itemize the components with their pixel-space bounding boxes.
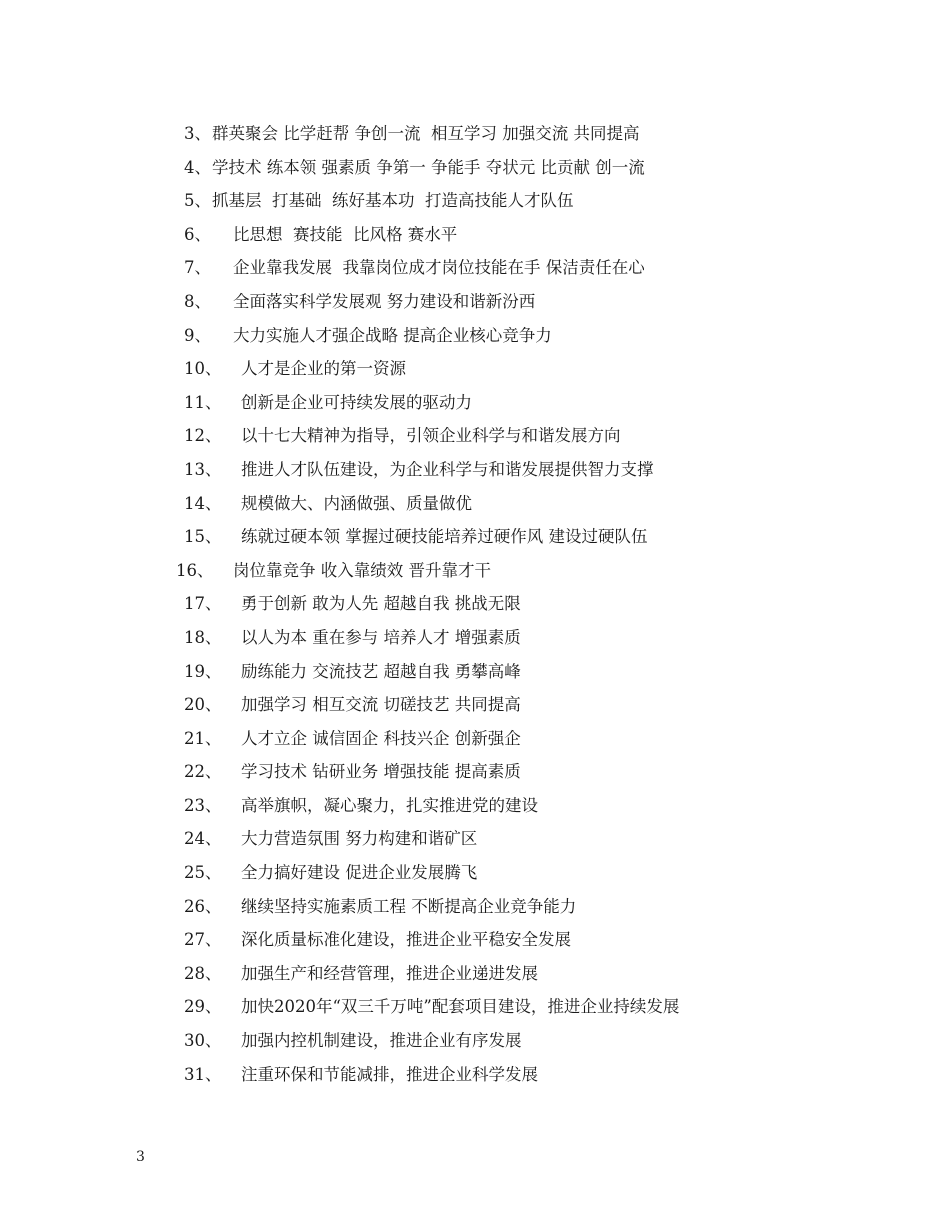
item-text: 岗位靠竞争 收入靠绩效 晋升靠才干 <box>233 560 491 580</box>
item-number: 4、 <box>184 157 211 177</box>
item-text: 加快2020年“双三千万吨”配套项目建设，推进企业持续发展 <box>241 997 680 1017</box>
item-text: 企业靠我发展 我靠岗位成才岗位技能在手 保洁责任在心 <box>233 258 645 278</box>
list-item <box>0 151 950 185</box>
item-text: 深化质量标准化建设，推进企业平稳安全发展 <box>241 930 571 950</box>
page-number: 3 <box>136 1149 145 1165</box>
list-item <box>0 184 950 218</box>
list-item <box>0 386 950 420</box>
item-text: 大力实施人才强企战略 提高企业核心竞争力 <box>233 325 552 345</box>
list-item <box>0 621 950 655</box>
list-item <box>0 957 950 991</box>
item-number: 14、 <box>184 493 222 513</box>
list-item <box>0 251 950 285</box>
list-item <box>0 722 950 756</box>
list-item <box>0 990 950 1024</box>
item-number: 12、 <box>184 426 222 446</box>
item-number: 10、 <box>184 359 222 379</box>
item-text: 高举旗帜，凝心聚力，扎实推进党的建设 <box>241 795 538 815</box>
list-item <box>0 117 950 151</box>
item-number: 29、 <box>184 997 222 1017</box>
item-text: 比思想 赛技能 比风格 赛水平 <box>233 224 458 244</box>
list-item <box>0 655 950 689</box>
item-text: 加强学习 相互交流 切磋技艺 共同提高 <box>241 695 521 715</box>
item-number: 24、 <box>184 829 222 849</box>
list-item <box>0 856 950 890</box>
item-text: 大力营造氛围 努力构建和谐矿区 <box>241 829 478 849</box>
item-text: 全力搞好建设 促进企业发展腾飞 <box>241 863 478 883</box>
list-item <box>0 822 950 856</box>
list-item <box>0 285 950 319</box>
list-item <box>0 554 950 588</box>
list-item <box>0 218 950 252</box>
item-number: 13、 <box>184 459 222 479</box>
item-number: 16、 <box>176 560 214 580</box>
item-text: 抓基层 打基础 练好基本功 打造高技能人才队伍 <box>212 191 574 211</box>
list-item <box>0 1058 950 1092</box>
item-number: 25、 <box>184 863 222 883</box>
item-number: 23、 <box>184 795 222 815</box>
item-text: 学技术 练本领 强素质 争第一 争能手 夺状元 比贡献 创一流 <box>212 157 645 177</box>
item-number: 30、 <box>184 1031 222 1051</box>
list-item <box>0 487 950 521</box>
item-text: 推进人才队伍建设，为企业科学与和谐发展提供智力支撑 <box>241 459 654 479</box>
item-text: 全面落实科学发展观 努力建设和谐新汾西 <box>233 291 536 311</box>
item-number: 15、 <box>184 527 222 547</box>
item-text: 励练能力 交流技艺 超越自我 勇攀高峰 <box>241 661 521 681</box>
item-number: 5、 <box>184 191 211 211</box>
list-item <box>0 789 950 823</box>
item-text: 人才立企 诚信固企 科技兴企 创新强企 <box>241 728 521 748</box>
item-number: 26、 <box>184 896 222 916</box>
list-item <box>0 587 950 621</box>
item-number: 11、 <box>184 392 222 412</box>
item-number: 21、 <box>184 728 222 748</box>
list-item <box>0 923 950 957</box>
item-text: 学习技术 钻研业务 增强技能 提高素质 <box>241 762 521 782</box>
item-text: 勇于创新 敢为人先 超越自我 挑战无限 <box>241 594 521 614</box>
list-item <box>0 419 950 453</box>
item-text: 以十七大精神为指导，引领企业科学与和谐发展方向 <box>241 426 621 446</box>
item-number: 8、 <box>184 291 211 311</box>
item-number: 31、 <box>184 1064 222 1084</box>
item-number: 7、 <box>184 258 211 278</box>
item-text: 群英聚会 比学赶帮 争创一流 相互学习 加强交流 共同提高 <box>212 124 640 143</box>
list-item <box>0 688 950 722</box>
item-number: 20、 <box>184 695 222 715</box>
item-text: 继续坚持实施素质工程 不断提高企业竞争能力 <box>241 896 577 916</box>
item-text: 创新是企业可持续发展的驱动力 <box>241 392 472 412</box>
item-text: 注重环保和节能减排，推进企业科学发展 <box>241 1064 538 1084</box>
list-item <box>0 520 950 554</box>
item-text: 加强内控机制建设，推进企业有序发展 <box>241 1031 522 1051</box>
list-item <box>0 755 950 789</box>
list-item <box>0 352 950 386</box>
list-item <box>0 319 950 353</box>
item-text: 规模做大、内涵做强、质量做优 <box>241 493 472 513</box>
item-number: 17、 <box>184 594 222 614</box>
item-number: 9、 <box>184 325 211 345</box>
item-number: 3、 <box>184 124 211 143</box>
list-item <box>0 1024 950 1058</box>
list-item <box>0 453 950 487</box>
item-text: 练就过硬本领 掌握过硬技能培养过硬作风 建设过硬队伍 <box>241 527 648 547</box>
item-number: 19、 <box>184 661 222 681</box>
slogan-list <box>0 117 950 1091</box>
item-text: 加强生产和经营管理，推进企业递进发展 <box>241 963 538 983</box>
item-text: 以人为本 重在参与 培养人才 增强素质 <box>241 627 521 647</box>
item-number: 18、 <box>184 627 222 647</box>
item-text: 人才是企业的第一资源 <box>241 359 406 379</box>
item-number: 28、 <box>184 963 222 983</box>
item-number: 27、 <box>184 930 222 950</box>
item-number: 22、 <box>184 762 222 782</box>
item-number: 6、 <box>184 224 211 244</box>
list-item <box>0 890 950 924</box>
